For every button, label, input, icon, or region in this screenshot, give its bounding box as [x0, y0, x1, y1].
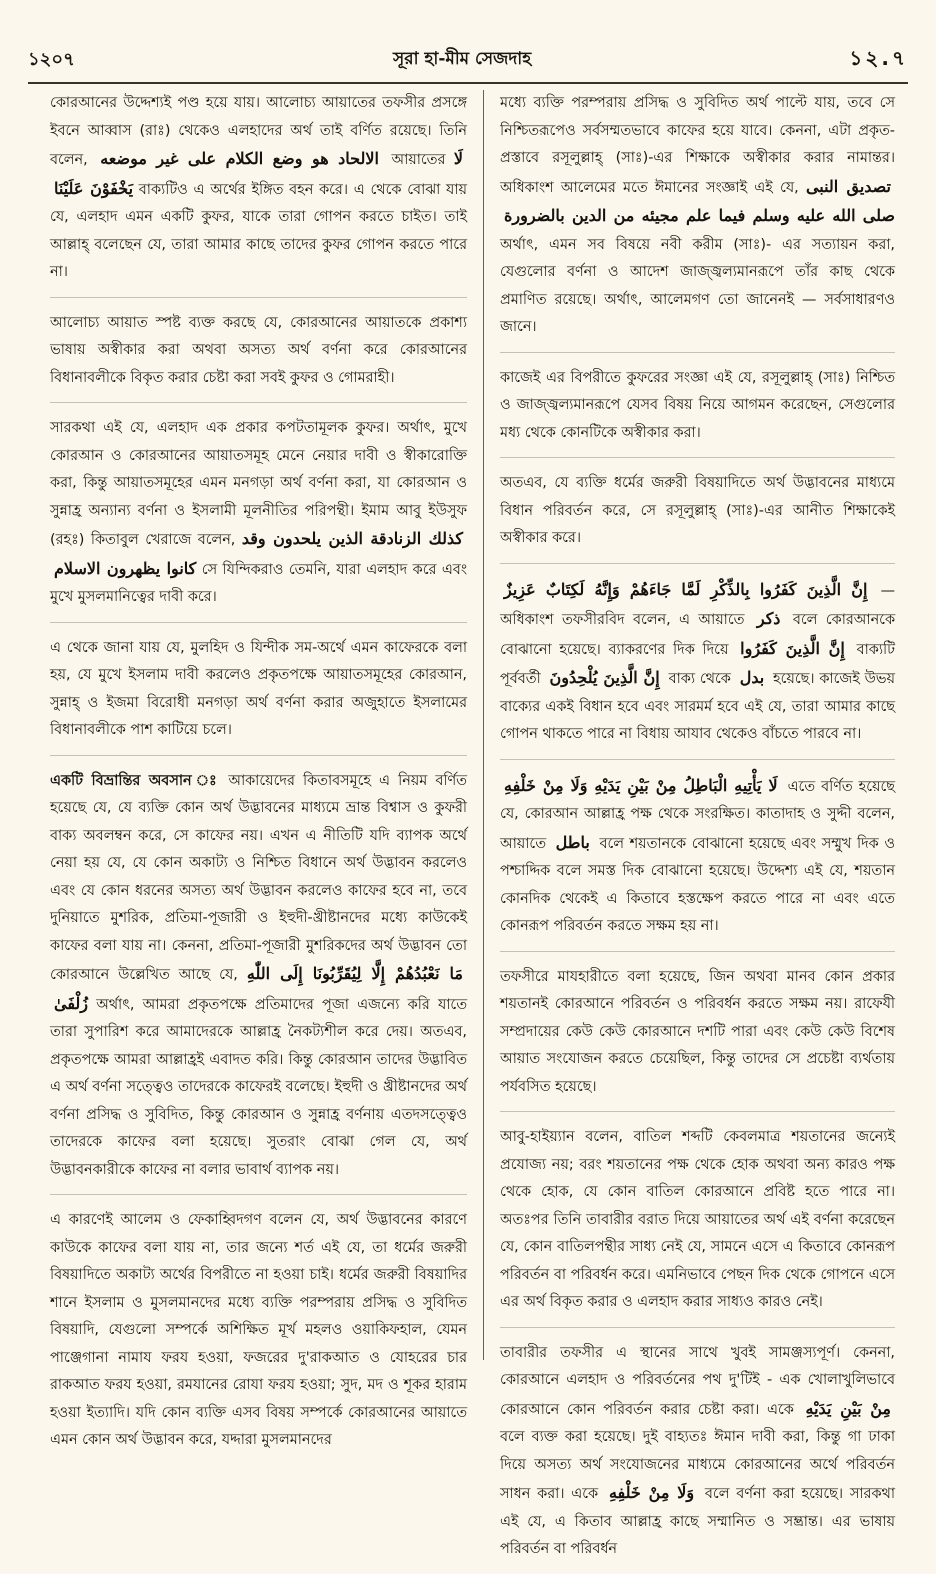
paragraph-text: বাক্যটিও এ অর্থের ইঙ্গিত বহন করে। এ থেকে বোঝা যায় যে, এলহাদ এমন একটি কুফর, যাকে তারা গোপন করতে চাইত। তাই আল্লাহ্ বলেছেন যে, তারা আমার কাছে তাদের কুফর গোপন করতে পারে না। [50, 181, 468, 280]
paragraph-text: বলে কোরআনকে বোঝানো হয়েছে। ব্যাকরণের দিক দিয়ে [500, 612, 896, 658]
arabic-verse: إِنَّ الَّذِينَ كَفَرُوا بِالذِّكْرِ لَمَّا جَاءَهُمْ وَإِنَّهُ لَكِتَابٌ عَزِيزٌ [504, 579, 868, 599]
paragraph-text: মধ্যে ব্যক্তি পরম্পরায় প্রসিদ্ধ ও সুবিদিত অর্থ পাল্টে যায়, তবে সে নিশ্চিতরূপেও সর্বসম্মতভাবে কাফের হয়ে যাবে। কেননা, এটা প্রকৃত-প্রস্তাবে রসূলুল্লাহ্ (সাঃ)-এর শিক্ষাকে অস্বীকার করার নামান্তর। অধিকাংশ আলেমের মতে ঈমানের সংজ্ঞাই এই যে, [500, 95, 895, 196]
right-column [483, 90, 896, 1557]
page-number-left: ১২০৭ [28, 48, 75, 70]
paragraph-text: হয়েছে। কাজেই উভয় বাক্যের একই বিধান হবে এবং সারমর্ম হবে এই যে, তারা আমার কাছে গোপন থাকতে পারে না বিধায় আযাব থেকেও বাঁচতে পারবে না। [500, 671, 895, 742]
arabic-word: بدل [739, 668, 765, 687]
arabic-verse: إِنَّ الَّذِينَ يُلْحِدُونَ [549, 668, 660, 687]
paragraph: এ কারণেই আলেম ও ফেকাহ্বিদগণ বলেন যে, অর্থ উদ্ভাবনের কারণে কাউকে কাফের বলা যায় না, তার জন্যে শর্ত এই যে, তা ধর্মের জরুরী বিষয়াদিতে অকাট্য অর্থের বিপরীতে না হওয়া চাই। ধর্মের জরুরী বিষয়াদির শানে ইসলাম ও মুসলমানদের মধ্যে ব্যক্তি পরম্পরায় প্রসিদ্ধ ও সুবিদিত বিষয়াদি, যেগুলো সম্পর্কে অশিক্ষিত মূর্খ মহলও ওয়াকিফহাল, যেমন পাঞ্জেগানা নামায ফরয হওয়া, ফজরের দু'রাকআত ও যোহরের চার রাকআত ফরয হওয়া, রমযানের রোযা ফরয হওয়া; সুদ, মদ ও শূকর হারাম হওয়া ইত্যাদি। যদি কোন ব্যক্তি এসব বিষয় সম্পর্কে কোরআনের আয়াতে এমন কোন অর্থ উদ্ভাবন করে, যদ্দারা মুসলমানদের [50, 1212, 467, 1448]
arabic-verse: لَا يَأْتِيهِ الْبَاطِلُ مِنْ بَيْنِ يَدَيْهِ وَلَا مِنْ خَلْفِهِ [504, 775, 778, 795]
paragraph-text: সারকথা এই যে, এলহাদ এক প্রকার কপটতামূলক কুফর। অর্থাৎ, মুখে কোরআন ও কোরআনের আয়াতসমূহ মেনে নেয়ার দাবী ও স্বীকারোক্তি করা, কিন্তু আয়াতসমূহের এমন মনগড়া অর্থ বর্ণনা করা, যা কোরআন ও সুন্নাহ্র অন্যান্য বর্ণনা ও ইসলামী মূলনীতির পরিপন্থী। ইমাম আবু ইউসুফ (রহঃ) কিতাবুল খেরাজে বলেন, [50, 420, 467, 548]
paragraph-text: আকায়েদের কিতাবসমূহে এ নিয়ম বর্ণিত হয়েছে যে, যে ব্যক্তি কোন অর্থ উদ্ভাবনের মাধ্যমে ভ্রান্ত বিশ্বাস ও কুফরী বাক্য অবলম্বন করে, সে কাফের নয়। এখন এ নীতিটি যদি ব্যাপক অর্থে নেয়া হয় যে, যে কোন অকাট্য ও নিশ্চিত বিধানে অর্থ উদ্ভাবন করলেও এবং যে কোন ধরনের অসত্য অর্থ উদ্ভাবন করলেও কাফের হবে না, তবে দুনিয়াতে মুশরিক, প্রতিমা-পূজারী ও ইহুদী-খ্রীষ্টানদের মধ্যে কাউকেই কাফের বলা যায় না। কেননা, প্রতিমা-পূজারী মুশরিকদের অর্থ উদ্ভাবন তো কোরআনে উল্লেখিত আছে যে, [50, 772, 467, 983]
arabic-word: ذكر [756, 609, 781, 628]
paragraph: তফসীরে মাযহারীতে বলা হয়েছে, জিন অথবা মানব কোন প্রকার শয়তানই কোরআনে পরিবর্তন ও পরিবর্ধন করতে সক্ষম নয়। রাফেযী সম্প্রদায়ের কেউ কেউ কোরআনে দশটি পারা এবং কেউ কেউ বিশেষ আয়াত সংযোজন করতে চেয়েছিল, কিন্তু তাদের সে প্রচেষ্টা ব্যর্থতায় পর্যবসিত হয়েছে। [500, 964, 895, 1113]
paragraph-text: বলে ব্যক্ত করা হয়েছে। দুই বাহ্যতঃ ঈমান দাবী করা, কিন্তু গা ঢাকা দিয়ে অসত্য অর্থ সংযোজনের মাধ্যমে কোরআনের অর্থে পরিবর্তন সাধন করা। একে [500, 1429, 895, 1502]
paragraph-text: তাবারীর তফসীর এ স্থানের সাথে খুবই সামঞ্জস্যপূর্ণ। কেননা, কোরআনে এলহাদ ও পরিবর্তনের পথ দু'টিই - এক খোলাখুলিভাবে কোরআনে কোন পরিবর্তন করার চেষ্টা করা। একে [500, 1344, 895, 1418]
paragraph-text: অর্থাৎ, এমন সব বিষয়ে নবী করীম (সাঃ)- এর সত্যায়ন করা, যেগুলোর বর্ণনা ও আদেশ জাজ্জ্বল্যমানরূপে তাঁর কাছ থেকে প্রমাণিত রয়েছে। অর্থাৎ, আলেমগণ তো জানেনই — সর্বসাধারণও জানে। [500, 236, 895, 335]
paragraph-text: সে যিন্দিকরাও তেমনি, যারা এলহাদ করে এবং মুখে মুসলমানিত্বের দাবী করে। [50, 561, 468, 605]
arabic-word: وَلَا مِنْ خَلْفِهِ [608, 1483, 695, 1502]
paragraph-text: বাক্যটি পূর্ববর্তী [500, 641, 895, 687]
paragraph [50, 90, 467, 298]
paragraph [500, 90, 895, 353]
paragraph: কাজেই এর বিপরীতে কুফরের সংজ্ঞা এই যে, রসূলুল্লাহ্ (সাঃ) নিশ্চিত ও জাজ্জ্বল্যমানরূপে যেসব বিষয় নিয়ে আগমন করেছেন, সেগুলোর মধ্য থেকে কোনটিকে অস্বীকার করা। [500, 365, 895, 459]
paragraph: আবু-হাইয়্যান বলেন, বাতিল শব্দটি কেবলমাত্র শয়তানের জন্যেই প্রযোজ্য নয়; বরং শয়তানের পক্ষ থেকে হোক অথবা অন্য কারও পক্ষ থেকে হোক, যে কোন বাতিল কোরআনে প্রবিষ্ট হতে পারে না। অতঃপর তিনি তাবারীর বরাত দিয়ে আয়াতের অর্থ এই বর্ণনা করেছেন যে, কোন বাতিলপন্থীর সাধ্য নেই যে, সামনে এসে এ কিতাবে কোনরূপ পরিবর্তন বা পরিবর্ধন করে। এমনিভাবে পেছন দিক থেকে গোপনে এসে এর অর্থ বিকৃত করার ও এলহাদ করার সাধ্যও কারও নেই। [500, 1124, 895, 1328]
arabic-quote: مَا نَعْبُدُهُمْ إِلَّا لِيُقَرِّبُونَا إِلَى اللّٰهِ زُلْفَىٰ [54, 964, 463, 1013]
page-header [28, 38, 908, 84]
section-heading: একটি বিভ্রান্তির অবসান ঃ [50, 772, 221, 789]
paragraph-text: এতে বর্ণিত হয়েছে যে, কোরআন আল্লাহ্র পক্ষ থেকে সংরক্ষিত। কাতাদাহ ও সুদ্দী বলেন, আয়াতে [500, 778, 896, 852]
surah-title: সূরা হা-মীম সেজদাহ [393, 49, 532, 69]
paragraph: আলোচ্য আয়াত স্পষ্ট ব্যক্ত করছে যে, কোরআনের আয়াতকে প্রকাশ্য ভাষায় অস্বীকার করা অথবা অসত্য অর্থ বর্ণনা করে কোরআনের বিধানাবলীকে বিকৃত করার চেষ্টা করা সবই কুফর ও গোমরাহী। [50, 310, 467, 404]
paragraph-text: অর্থাৎ, আমরা প্রকৃতপক্ষে প্রতিমাদের পূজা এজন্যে করি যাতে তারা সুপারিশ করে আমাদেরকে আল্লাহ্র নৈকট্যশীল করে দেয়। অতএব, প্রকৃতপক্ষে আমরা আল্লাহ্রই এবাদত করি। কিন্তু কোরআন তাদের উদ্ভাবিত এ অর্থ বর্ণনা সত্ত্বেও তাদেরকে কাফেরই বলেছে। ইহুদী ও খ্রীষ্টানদের অর্থ বর্ণনা প্রসিদ্ধ ও সুবিদিত, কিন্তু কোরআন ও সুন্নাহ্র বর্ণনায় এতদসত্ত্বেও তাদেরকে কাফের বলা হয়েছে। সুতরাং বোঝা গেল যে, অর্থ উদ্ভাবনকারীকে কাফের না বলার ভাবার্থ ব্যাপক নয়। [50, 996, 467, 1178]
page-number-right: ১২.৭ [849, 45, 908, 70]
paragraph [500, 772, 895, 952]
paragraph-text: কোরআনের উদ্দেশ্যই পণ্ড হয়ে যায়। আলোচ্য আয়াতের তফসীর প্রসঙ্গে ইবনে আব্বাস (রাঃ) থেকেও এলহাদের অর্থ তাই বর্ণিত রয়েছে। তিনি বলেন, [50, 95, 467, 168]
paragraph: অতএব, যে ব্যক্তি ধর্মের জরুরী বিষয়াদিতে অর্থ উদ্ভাবনের মাধ্যমে বিধান পরিবর্তন করে, সে রসূলুল্লাহ্ (সাঃ)-এর আনীত শিক্ষাকেই অস্বীকার করে। [500, 470, 895, 564]
arabic-quote: لَا يَخْفَوْنَ عَلَيْنَا [54, 149, 464, 198]
paragraph-text: —অধিকাংশ তফসীরবিদ বলেন, এ আয়াতে [500, 582, 896, 628]
left-column [50, 90, 468, 1448]
arabic-quote: تصديق النبى صلى الله عليه وسلم فيما علم مجيئه من الدين بالضرورة [504, 176, 895, 225]
paragraph: এ থেকে জানা যায় যে, মুলহিদ ও যিন্দীক সম-অর্থে এমন কাফেরকে বলা হয়, যে মুখে ইসলাম দাবী করলেও প্রকৃতপক্ষে আয়াতসমূহের কোরআন, সুন্নাহ্ ও ইজমা বিরোধী মনগড়া অর্থ বর্ণনা করার অজুহাতে ইসলামের বিধানাবলীকে পাশ কাটিয়ে চলে। [50, 635, 467, 756]
arabic-quote: الالحاد هو وضع الكلام على غير موضعه [100, 149, 379, 168]
paragraph-text: বলে শয়তানকে বোঝানো হয়েছে এবং সম্মুখ দিক ও পশ্চাদ্দিক বলে সমস্ত দিক বোঝানো হয়েছে। উদ্দেশ্য এই যে, শয়তান কোনদিক থেকেই এ কিতাবে হস্তক্ষেপ করতে পারে না এবং এতে কোনরূপ পরিবর্তন করতে সক্ষম হয় না। [500, 835, 895, 934]
text-columns [50, 90, 898, 1557]
paragraph-text: বলে বর্ণনা করা হয়েছে। সারকথা এই যে, এ কিতাব আল্লাহ্র কাছে সম্মানিত ও সম্ভ্রান্ত। এর ভাষায় পরিবর্তন বা পরিবর্ধন [500, 1486, 896, 1557]
arabic-verse: إِنَّ الَّذِينَ كَفَرُوا [740, 638, 845, 658]
paragraph [500, 576, 895, 760]
arabic-quote: كذلك الزنادقة الذين يلحدون وقد كانوا يظهرون الاسلام [54, 529, 464, 578]
arabic-word: مِنْ بَيْنِ يَدَيْهِ [805, 1398, 892, 1418]
arabic-word: باطل [555, 832, 590, 852]
paragraph-text: আয়াতের [391, 152, 446, 168]
paragraph-text: বাক্য থেকে [668, 671, 731, 687]
paragraph [50, 415, 467, 623]
paragraph [50, 768, 467, 1196]
paragraph [500, 1340, 895, 1574]
